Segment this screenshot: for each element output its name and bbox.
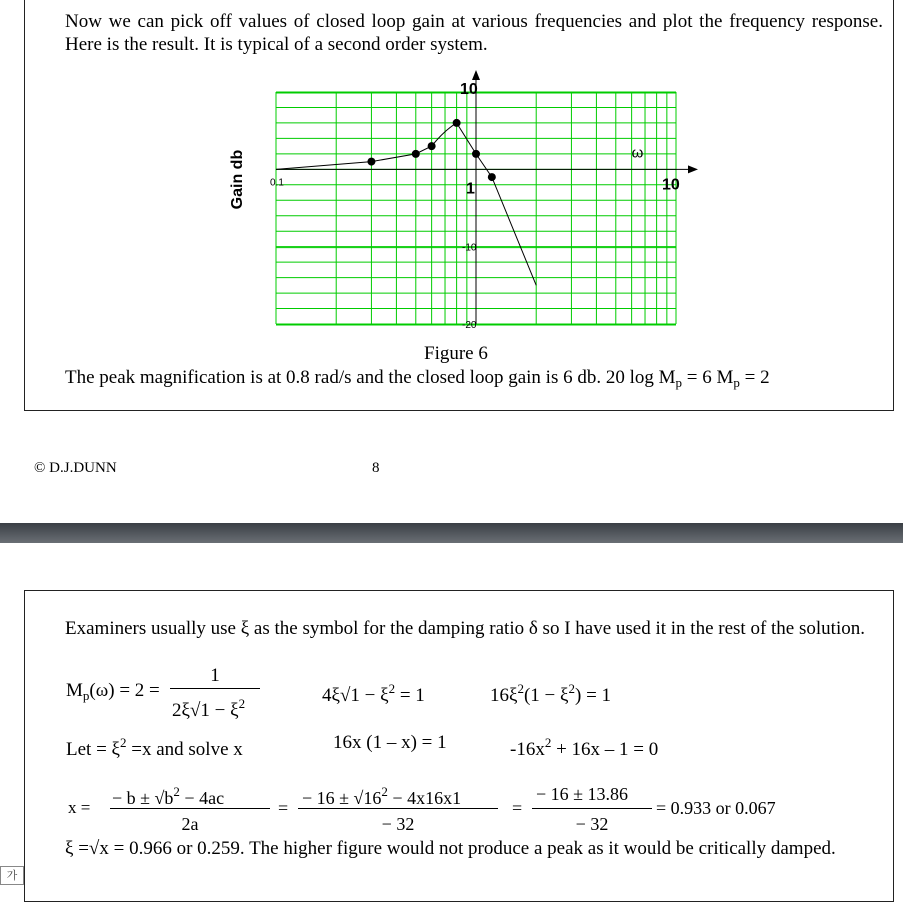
data-point [367,158,375,166]
mp-fraction-bar [170,688,260,689]
data-point [453,119,461,127]
equation-3 [490,677,611,707]
peak-text [65,366,770,394]
y-tick-label: 10 [460,81,478,98]
examiners-paragraph: Examiners usually use ξ as the symbol for the damping ratio δ so I have used it in the rest of the solution. [65,618,865,639]
xi-paragraph: ξ =√x = 0.966 or 0.259. The higher figure would not produce a peak as it would be critically damped. [65,838,836,859]
peak-sub2: p [733,375,740,390]
x-axis-label: ω [631,144,644,162]
equation-2 [322,677,425,707]
mp-denominator [172,692,245,722]
eq-sign-1: = [278,798,289,818]
eq5-main: -16x [510,739,545,760]
q3-denominator: − 32 [575,814,609,834]
data-point [472,150,480,158]
y-tick-label: -20 [462,320,477,331]
eq5-end: + 16x – 1 = 0 [551,739,659,760]
mp-symbol: M [66,680,83,701]
corner-tag-text: 가 [6,869,18,882]
q1-bar [110,808,270,809]
q1-numerator [112,784,224,809]
q2-num-sup: 2 [381,784,388,799]
y-axis-arrow [472,70,480,80]
let-line [66,731,243,761]
q3-numerator: − 16 ± 13.86 [536,784,629,804]
figure-caption: Figure 6 [424,343,488,364]
q3-bar [532,808,652,809]
peak-sub1: p [675,375,683,390]
eq2-end: = 1 [395,685,425,706]
q2-num-end: − 4x16x1 [387,788,462,808]
x-tick-label: 10 [662,176,680,194]
equation-5 [510,731,658,761]
data-point [428,142,436,150]
data-point [412,150,420,158]
corner-tag[interactable] [0,866,24,885]
let-sup: 2 [120,735,127,750]
eq3-sup: 2 [517,681,524,696]
q2-bar [298,808,498,809]
chart-axes [276,70,698,324]
q2-numerator [302,784,461,809]
mp-numerator: 1 [210,665,220,686]
y-axis-label: Gain db [229,149,246,210]
mp-sub: p [82,688,90,703]
let-end: =x and solve x [126,739,243,760]
q1-num: − b ± √b [112,788,174,808]
x-axis-arrow [688,165,698,173]
x-tick-label: 0.1 [270,177,284,189]
x-lhs: x = [68,798,91,817]
y-tick-label: -10 [462,242,477,254]
mp-den: 2ξ√1 − ξ [172,700,239,721]
x-tick-label: 1 [466,180,475,198]
data-point [488,173,496,181]
q1-denominator: 2a [181,814,199,834]
eq-sign-2: = [512,798,523,818]
q1-num-end: − 4ac [179,788,225,808]
eq5-sup: 2 [544,735,552,750]
q1-num-sup: 2 [173,784,180,799]
eq2-main: 4ξ√1 − ξ [322,685,389,706]
mp-lhs2: (ω) = 2 = [89,680,160,701]
eq2-sup: 2 [388,681,396,696]
gain-curve [276,123,536,285]
intro-paragraph: Now we can pick off values of closed loop gain at various frequencies and plot the frequency response. Here is the result. It is typical of a second order system. [65,11,883,55]
chart-series [276,119,536,285]
copyright: © D.J.DUNN [34,460,117,476]
q2-denominator: − 32 [381,814,415,834]
eq3-mid: (1 − ξ [523,685,569,706]
quadratic-result: = 0.933 or 0.067 [656,798,776,818]
eq3-main: 16ξ [490,685,518,706]
equation-4: 16x (1 – x) = 1 [333,732,447,753]
q2-num: − 16 ± √16 [302,788,382,808]
mp-lhs [66,679,160,707]
eq3-end: ) = 1 [575,685,612,706]
page-number: 8 [372,460,380,476]
peak-eq: = 6 M [682,367,734,388]
let-text: Let = ξ [66,739,121,760]
peak-end: = 2 [739,367,770,388]
frequency-response-chart [220,70,700,335]
mp-den-sup: 2 [238,696,246,711]
peak-text-main: The peak magnification is at 0.8 rad/s and the closed loop gain is 6 db. 20 log M [65,367,676,388]
page-divider [0,523,903,543]
eq3-sup2: 2 [568,681,575,696]
